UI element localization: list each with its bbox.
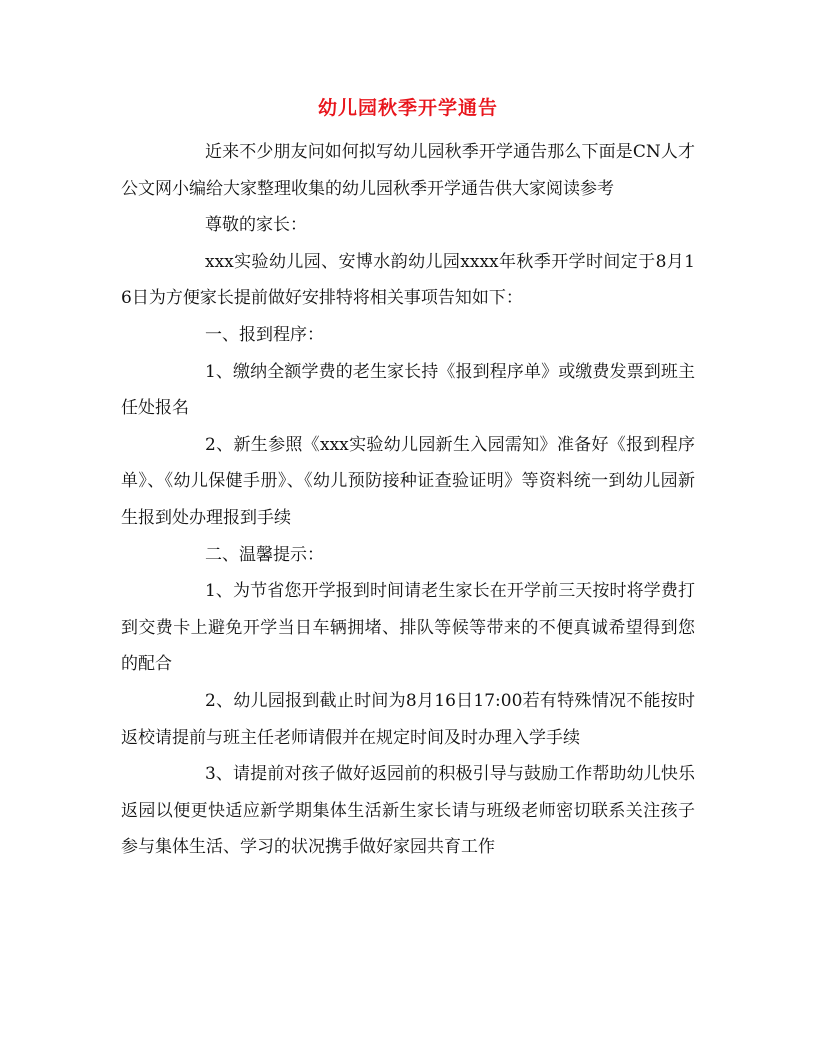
- paragraph-salutation: 尊敬的家长：: [205, 215, 307, 236]
- paragraph-tip-2: 2、幼儿园报到截止时间为8月16日17:00若有特殊情况不能按时返校请提前与班主任老师请假并在规定时间及时办理入学手续: [121, 690, 695, 748]
- paragraph-tip-1: 1、为节省您开学报到时间请老生家长在开学前三天按时将学费打到交费卡上避免开学当日车辆拥堵、排队等候等带来的不便真诚希望得到您的配合: [121, 581, 695, 675]
- paragraph-announcement: xxx实验幼儿园、安博水韵幼儿园xxxx年秋季开学时间定于8月16日为方便家长提前做好安排特将相关事项告知如下：: [121, 251, 695, 309]
- paragraph-registration-1: 1、缴纳全额学费的老生家长持《报到程序单》或缴费发票到班主任处报名: [121, 361, 695, 419]
- document-body: [121, 134, 695, 866]
- document-title: 幼儿园秋季开学通告: [317, 97, 498, 119]
- paragraph-intro: 近来不少朋友问如何拟写幼儿园秋季开学通告那么下面是CN人才公文网小编给大家整理收集的幼儿园秋季开学通告供大家阅读参考: [121, 142, 695, 199]
- section-heading-tips: 二、温馨提示：: [205, 544, 324, 565]
- paragraph-registration-2: 2、新生参照《xxx实验幼儿园新生入园需知》准备好《报到程序单》、《幼儿保健手册》、《幼儿预防接种证查验证明》等资料统一到幼儿园新生报到处办理报到手续: [121, 434, 695, 528]
- paragraph-tip-3: 3、请提前对孩子做好返园前的积极引导与鼓励工作帮助幼儿快乐返园以便更快适应新学期集体生活新生家长请与班级老师密切联系关注孩子参与集体生活、学习的状况携手做好家园共育工作: [121, 764, 695, 858]
- section-heading-registration: 一、报到程序：: [205, 324, 324, 345]
